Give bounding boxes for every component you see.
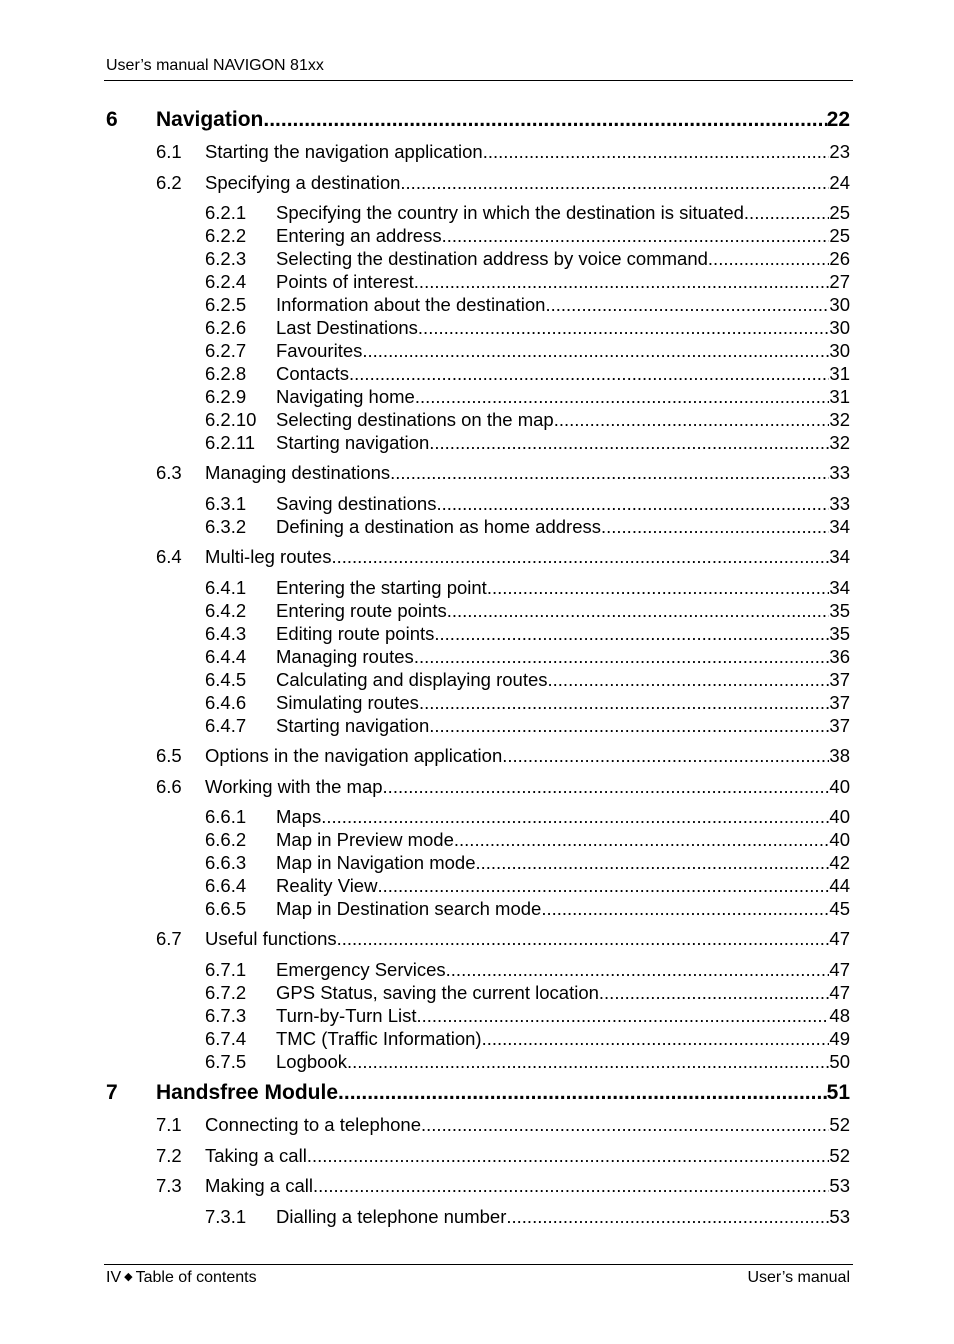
- toc-entry-page: 40: [829, 806, 850, 827]
- toc-entry-line: [205, 1114, 850, 1136]
- toc-entry-number: 6.1: [156, 141, 182, 162]
- toc-entry-title: Starting navigation: [276, 715, 430, 736]
- toc-entry-page: 24: [829, 172, 850, 193]
- dot-leader: [502, 745, 829, 767]
- toc-entry-number: 6.2.8: [205, 363, 247, 384]
- dot-leader: [390, 462, 829, 484]
- toc-entry-page: 42: [829, 852, 850, 873]
- toc-entry-title: Entering the starting point: [276, 577, 487, 598]
- dot-leader: [347, 1051, 829, 1073]
- toc-entry-line: [276, 271, 850, 293]
- toc-entry-line: [205, 462, 850, 484]
- toc-entry-title: Options in the navigation application: [205, 745, 503, 766]
- toc-entry-number: 6.6.5: [205, 898, 247, 919]
- toc-entry-page: 25: [829, 225, 850, 246]
- toc-entry-page: 34: [829, 577, 850, 598]
- toc-entry-line: [205, 928, 850, 950]
- toc-entry-page: 22: [826, 108, 850, 131]
- toc-entry-page: 47: [829, 959, 850, 980]
- toc-entry-page: 25: [829, 202, 850, 223]
- toc-entry-title: Map in Preview mode: [276, 829, 454, 850]
- dot-leader: [414, 646, 830, 668]
- toc-entry-number: 6.6.1: [205, 806, 247, 827]
- toc-entry-title: Multi-leg routes: [205, 546, 332, 567]
- toc-entry-number: 6.4.1: [205, 577, 247, 598]
- toc-entry-number: 6.3.1: [205, 493, 247, 514]
- toc-entry-title: Turn-by-Turn List: [276, 1005, 417, 1026]
- toc-entry-title: Points of interest: [276, 271, 414, 292]
- toc-entry-title: Selecting destinations on the map: [276, 409, 554, 430]
- toc-entry-number: 6.2.7: [205, 340, 247, 361]
- dot-leader: [601, 516, 829, 538]
- toc-entry-number: 6.7.3: [205, 1005, 247, 1026]
- toc-entry-page: 49: [829, 1028, 850, 1049]
- toc-entry-page: 37: [829, 669, 850, 690]
- dot-leader: [442, 225, 830, 247]
- toc-entry-page: 31: [829, 363, 850, 384]
- toc-entry-page: 32: [829, 432, 850, 453]
- toc-entry-page: 35: [829, 600, 850, 621]
- toc-entry-title: Working with the map: [205, 776, 383, 797]
- toc-entry-line: [276, 294, 850, 316]
- dot-leader: [400, 172, 829, 194]
- toc-entry-line: [276, 669, 850, 691]
- toc-entry-line: [205, 141, 850, 163]
- toc-entry-number: 6.4.3: [205, 623, 247, 644]
- toc-entry-line: [276, 340, 850, 362]
- toc-entry-page: 37: [829, 715, 850, 736]
- toc-entry-title: Specifying a destination: [205, 172, 401, 193]
- toc-entry-number: 7.1: [156, 1114, 182, 1135]
- dot-leader: [429, 715, 829, 737]
- toc-entry-line: [276, 225, 850, 247]
- toc-entry-title: Emergency Services: [276, 959, 446, 980]
- dot-leader: [419, 692, 829, 714]
- toc-entry-title: Favourites: [276, 340, 363, 361]
- toc-entry-number: 7.3.1: [205, 1206, 247, 1227]
- toc-entry-number: 6.2.6: [205, 317, 247, 338]
- dot-leader: [383, 776, 830, 798]
- toc-entry-page: 44: [829, 875, 850, 896]
- toc-entry-number: 6.4.2: [205, 600, 247, 621]
- toc-entry-page: 40: [829, 829, 850, 850]
- toc-entry-page: 33: [829, 462, 850, 483]
- dot-leader: [421, 1114, 829, 1136]
- footer-right: User’s manual: [747, 1269, 850, 1286]
- toc-entry-page: 27: [829, 271, 850, 292]
- dot-leader: [377, 875, 829, 897]
- dot-leader: [476, 852, 830, 874]
- toc-entry-title: Map in Navigation mode: [276, 852, 476, 873]
- toc-entry-line: [276, 202, 850, 224]
- toc-entry-line: [276, 646, 850, 668]
- dot-leader: [506, 1206, 829, 1228]
- footer-rule: [104, 1264, 853, 1265]
- toc-entry-title: Dialling a telephone number: [276, 1206, 507, 1227]
- toc-entry-page: 47: [829, 982, 850, 1003]
- toc-entry-number: 6.2.11: [205, 432, 256, 453]
- toc-entry-number: 6.7: [156, 928, 182, 949]
- toc-entry-number: 6.2.9: [205, 386, 247, 407]
- toc-entry-number: 6.3.2: [205, 516, 247, 537]
- toc-entry-number: 6.2.2: [205, 225, 247, 246]
- dot-leader: [418, 317, 830, 339]
- toc-entry-number: 6.4.6: [205, 692, 247, 713]
- dot-leader: [554, 409, 830, 431]
- toc-entry-line: [276, 982, 850, 1004]
- dot-leader: [483, 141, 830, 163]
- toc-entry-number: 6.2.10: [205, 409, 257, 430]
- toc-entry-line: [276, 386, 850, 408]
- toc-entry-line: [205, 172, 850, 194]
- dot-leader: [446, 959, 830, 981]
- toc-entry-number: 6.2.5: [205, 294, 247, 315]
- dot-leader: [599, 982, 830, 1004]
- dot-leader: [548, 669, 830, 691]
- toc-entry-line: [276, 1028, 850, 1050]
- dot-leader: [454, 829, 830, 851]
- toc-entry-number: 6.2.3: [205, 248, 247, 269]
- dot-leader: [429, 432, 829, 454]
- toc-entry-line: [276, 600, 850, 622]
- toc-entry-line: [156, 1081, 850, 1105]
- toc-entry-title: Managing destinations: [205, 462, 391, 483]
- toc-entry-line: [156, 108, 850, 132]
- dot-leader: [541, 898, 829, 920]
- toc-entry-page: 33: [829, 493, 850, 514]
- toc-entry-page: 31: [829, 386, 850, 407]
- dot-leader: [417, 1005, 830, 1027]
- dot-leader: [482, 1028, 830, 1050]
- toc-entry-line: [276, 1051, 850, 1073]
- dot-leader: [362, 340, 829, 362]
- toc-entry-page: 36: [829, 646, 850, 667]
- toc-entry-line: [205, 1175, 850, 1197]
- toc-entry-number: 6.2: [156, 172, 182, 193]
- toc-entry-number: 6.7.1: [205, 959, 247, 980]
- dot-leader: [263, 108, 826, 132]
- header-rule: [104, 80, 853, 81]
- toc-entry-title: Useful functions: [205, 928, 337, 949]
- toc-entry-title: Maps: [276, 806, 322, 827]
- toc-entry-page: 52: [829, 1145, 850, 1166]
- toc-entry-title: Managing routes: [276, 646, 414, 667]
- toc-entry-page: 30: [829, 340, 850, 361]
- toc-entry-line: [276, 409, 850, 431]
- toc-entry-page: 40: [829, 776, 850, 797]
- dot-leader: [487, 577, 830, 599]
- toc-entry-page: 23: [829, 141, 850, 162]
- toc-entry-page: 30: [829, 317, 850, 338]
- toc-entry-number: 6.5: [156, 745, 182, 766]
- toc-entry-page: 48: [829, 1005, 850, 1026]
- toc-entry-line: [276, 1005, 850, 1027]
- toc-entry-title: Taking a call: [205, 1145, 307, 1166]
- dot-leader: [436, 493, 829, 515]
- toc-entry-page: 53: [829, 1206, 850, 1227]
- toc-entry-title: Editing route points: [276, 623, 435, 644]
- toc-entry-page: 53: [829, 1175, 850, 1196]
- running-header: User’s manual NAVIGON 81xx: [106, 57, 324, 74]
- toc-entry-title: Navigating home: [276, 386, 415, 407]
- dot-leader: [545, 294, 829, 316]
- toc-entry-page: 26: [829, 248, 850, 269]
- toc-entry-line: [276, 959, 850, 981]
- toc-entry-line: [276, 852, 850, 874]
- toc-entry-number: 6.4.7: [205, 715, 247, 736]
- toc-entry-title: Last Destinations: [276, 317, 418, 338]
- dot-leader: [708, 248, 830, 270]
- toc-entry-page: 34: [829, 546, 850, 567]
- toc-entry-page: 35: [829, 623, 850, 644]
- toc-entry-page: 38: [829, 745, 850, 766]
- dot-leader: [313, 1175, 829, 1197]
- toc-entry-title: Entering an address: [276, 225, 442, 246]
- toc-entry-number: 6.2.1: [205, 202, 247, 223]
- toc-entry-title: Information about the destination: [276, 294, 546, 315]
- toc-entry-title: GPS Status, saving the current location: [276, 982, 599, 1003]
- toc-entry-line: [276, 692, 850, 714]
- toc-entry-title: Saving destinations: [276, 493, 437, 514]
- toc-entry-number: 6.6.3: [205, 852, 247, 873]
- toc-entry-title: Specifying the country in which the destination is situated: [276, 202, 744, 223]
- toc-entry-page: 45: [829, 898, 850, 919]
- toc-entry-number: 7: [106, 1081, 118, 1104]
- toc-entry-title: Selecting the destination address by voice command: [276, 248, 708, 269]
- toc-entry-page: 47: [829, 928, 850, 949]
- toc-entry-number: 6.7.5: [205, 1051, 247, 1072]
- diamond-bullet-icon: ◆: [124, 1271, 133, 1283]
- dot-leader: [414, 271, 830, 293]
- dot-leader: [331, 546, 829, 568]
- toc-entry-line: [276, 363, 850, 385]
- toc-entry-title: Starting navigation: [276, 432, 430, 453]
- toc-entry-number: 6.3: [156, 462, 182, 483]
- toc-entry-number: 6: [106, 108, 118, 131]
- toc-entry-number: 6.6.2: [205, 829, 247, 850]
- toc-entry-line: [276, 516, 850, 538]
- toc-entry-title: Handsfree Module: [156, 1081, 339, 1104]
- dot-leader: [415, 386, 830, 408]
- toc-entry-number: 7.3: [156, 1175, 182, 1196]
- toc-entry-title: Making a call: [205, 1175, 313, 1196]
- dot-leader: [744, 202, 830, 224]
- toc-entry-line: [276, 829, 850, 851]
- toc-entry-page: 32: [829, 409, 850, 430]
- toc-entry-title: Map in Destination search mode: [276, 898, 542, 919]
- footer-section: Table of contents: [135, 1269, 257, 1286]
- toc-entry-title: Logbook: [276, 1051, 347, 1072]
- toc-entry-line: [276, 493, 850, 515]
- toc-entry-title: Contacts: [276, 363, 350, 384]
- toc-entry-page: 51: [826, 1081, 850, 1104]
- dot-leader: [434, 623, 829, 645]
- footer-left: [106, 1269, 257, 1287]
- toc-entry-page: 30: [829, 294, 850, 315]
- toc-entry-line: [205, 1145, 850, 1167]
- dot-leader: [349, 363, 829, 385]
- toc-entry-page: 37: [829, 692, 850, 713]
- footer-page-number: IV: [106, 1269, 122, 1286]
- dot-leader: [337, 928, 830, 950]
- toc-entry-page: 50: [829, 1051, 850, 1072]
- toc-entry-number: 6.2.4: [205, 271, 247, 292]
- toc-entry-number: 6.7.2: [205, 982, 247, 1003]
- toc-entry-number: 6.6: [156, 776, 182, 797]
- toc-entry-line: [205, 745, 850, 767]
- toc-entry-page: 52: [829, 1114, 850, 1135]
- toc-entry-line: [276, 715, 850, 737]
- toc-entry-title: Navigation: [156, 108, 264, 131]
- toc-entry-title: Simulating routes: [276, 692, 419, 713]
- dot-leader: [307, 1145, 830, 1167]
- toc-entry-title: Connecting to a telephone: [205, 1114, 422, 1135]
- toc-entry-title: TMC (Traffic Information): [276, 1028, 482, 1049]
- toc-entry-line: [276, 248, 850, 270]
- toc-entry-title: Starting the navigation application: [205, 141, 483, 162]
- toc-entry-line: [276, 432, 850, 454]
- toc-entry-line: [276, 875, 850, 897]
- toc-entry-number: 6.6.4: [205, 875, 247, 896]
- toc-entry-number: 6.4.5: [205, 669, 247, 690]
- toc-entry-number: 6.4.4: [205, 646, 247, 667]
- toc-entry-number: 7.2: [156, 1145, 182, 1166]
- toc-entry-line: [276, 577, 850, 599]
- toc-entry-line: [276, 806, 850, 828]
- dot-leader: [321, 806, 829, 828]
- dot-leader: [338, 1081, 827, 1105]
- toc-entry-line: [205, 546, 850, 568]
- toc-entry-line: [276, 623, 850, 645]
- toc-entry-title: Defining a destination as home address: [276, 516, 601, 537]
- toc-entry-number: 6.7.4: [205, 1028, 247, 1049]
- toc-entry-line: [276, 317, 850, 339]
- toc-entry-title: Calculating and displaying routes: [276, 669, 548, 690]
- toc-entry-page: 34: [829, 516, 850, 537]
- dot-leader: [447, 600, 830, 622]
- toc-entry-line: [276, 898, 850, 920]
- toc-entry-title: Reality View: [276, 875, 378, 896]
- toc-entry-number: 6.4: [156, 546, 182, 567]
- toc-entry-line: [205, 776, 850, 798]
- toc-entry-line: [276, 1206, 850, 1228]
- toc-entry-title: Entering route points: [276, 600, 447, 621]
